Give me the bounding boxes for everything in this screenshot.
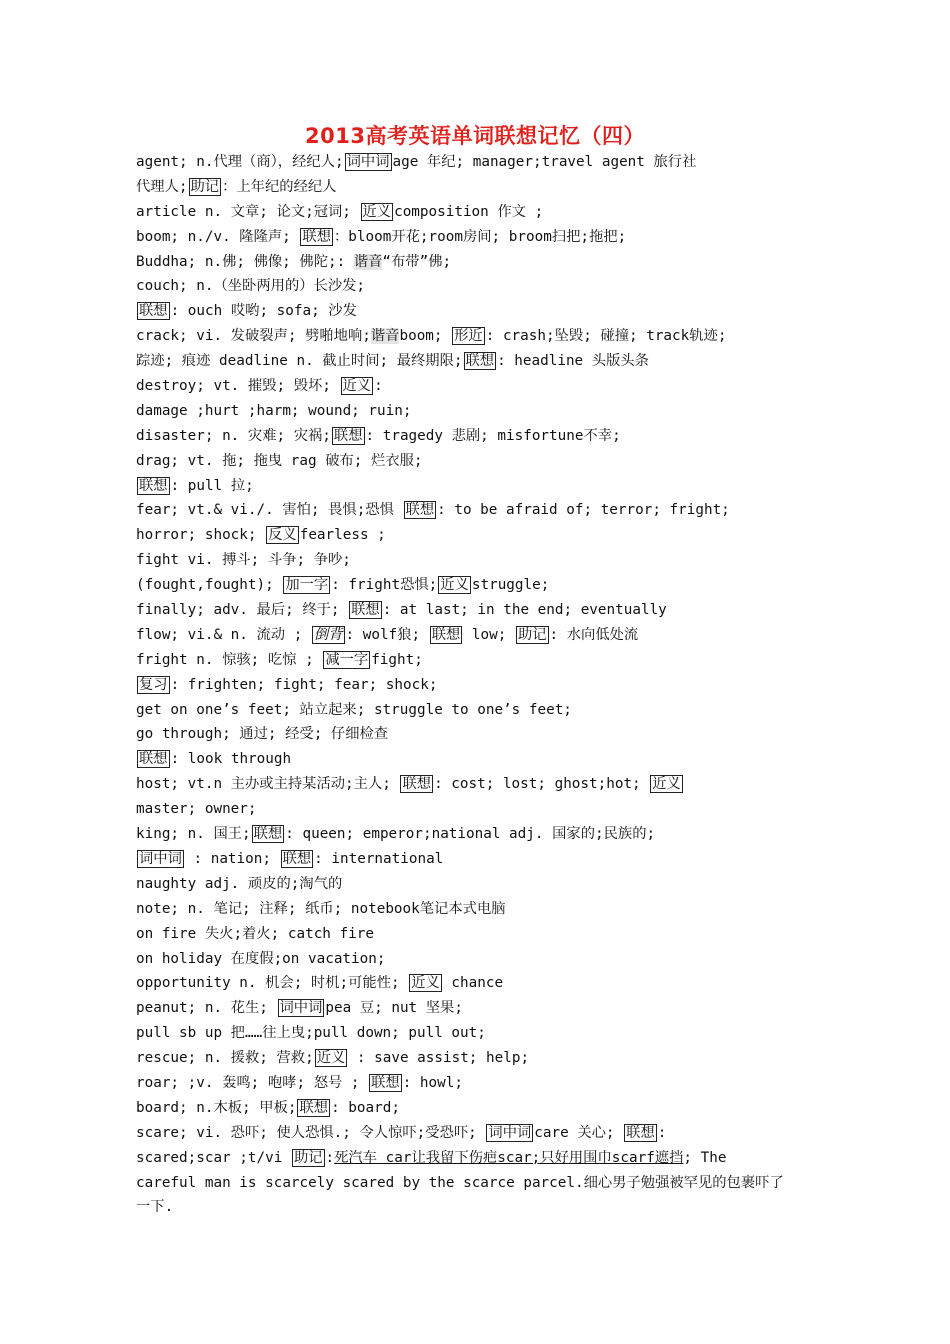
line-text: couch; n.（坐卧两用的）长沙发; bbox=[136, 278, 366, 295]
boxed-tag: 联想 bbox=[333, 427, 363, 444]
text-line bbox=[136, 250, 818, 275]
line-text: : headline 头版头条 bbox=[497, 353, 649, 370]
boxed-tag: 近义 bbox=[342, 378, 372, 395]
line-text: master; owner; bbox=[136, 801, 257, 818]
line-text: : crash;坠毁; 碰撞; track轨迹; bbox=[485, 328, 727, 345]
line-text: : nation; bbox=[184, 850, 280, 867]
line-text: chance bbox=[442, 975, 504, 992]
boxed-tag: 反义 bbox=[268, 527, 297, 544]
text-line bbox=[136, 374, 818, 399]
line-text: host; vt.n 主办或主持某活动;主人; bbox=[136, 776, 400, 793]
text-line bbox=[136, 1146, 818, 1171]
text-line bbox=[136, 225, 818, 250]
text-line bbox=[136, 772, 818, 797]
line-text: scare; vi. 恐吓; 使人恐惧.; 令人惊吓;受恐吓; bbox=[136, 1124, 486, 1141]
text-line bbox=[136, 1171, 818, 1196]
boxed-tag: 近义 bbox=[316, 1050, 346, 1067]
line-text: damage ;hurt ;harm; wound; ruin; bbox=[136, 402, 412, 419]
boxed-tag: 联想 bbox=[371, 1074, 400, 1091]
line-text: boom; bbox=[399, 328, 452, 345]
line-text: boom; n./v. 隆隆声; bbox=[136, 228, 300, 245]
text-line bbox=[136, 648, 818, 673]
text-line bbox=[136, 922, 818, 947]
line-text: : ouch 哎哟; sofa; 沙发 bbox=[170, 303, 357, 320]
text-line bbox=[136, 847, 818, 872]
text-line bbox=[136, 747, 818, 772]
line-text: fight; bbox=[371, 651, 423, 668]
line-text: horror; shock; bbox=[136, 527, 266, 544]
text-line bbox=[136, 623, 818, 648]
line-text: : to be afraid of; terror; fright; bbox=[437, 502, 730, 519]
line-text: roar; ;v. 轰鸣; 咆哮; 怒号 ; bbox=[136, 1074, 369, 1091]
text-line bbox=[136, 1021, 818, 1046]
line-text: article n. 文章; 论文;冠词; bbox=[136, 203, 360, 220]
text-line bbox=[136, 548, 818, 573]
line-text: 代理人; bbox=[136, 178, 188, 195]
text-line bbox=[136, 698, 818, 723]
line-text: drag; vt. 拖; 拖曳 rag 破布; 烂衣服; bbox=[136, 452, 423, 469]
line-text: careful man is scarcely scared by the scarce parcel.细心男子勉强被罕见的包裹吓了 bbox=[136, 1174, 784, 1191]
line-text: note; n. 笔记; 注释; 纸币; notebook笔记本式电脑 bbox=[136, 900, 506, 917]
boxed-tag: 联想 bbox=[139, 477, 168, 494]
text-line bbox=[136, 1195, 818, 1220]
line-text: fear; vt.& vi./. 害怕; 畏惧;恐惧 bbox=[136, 502, 403, 519]
text-line bbox=[136, 150, 818, 175]
boxed-tag: 助记 bbox=[517, 626, 547, 643]
line-text: : save assist; help; bbox=[348, 1050, 530, 1067]
boxed-tag: 复习 bbox=[139, 676, 168, 693]
text-line bbox=[136, 349, 818, 374]
line-text: : board; bbox=[331, 1099, 400, 1116]
text-line bbox=[136, 897, 818, 922]
text-line bbox=[136, 523, 818, 548]
text-line bbox=[136, 947, 818, 972]
line-text: opportunity n. 机会; 时机;可能性; bbox=[136, 975, 409, 992]
highlighted-tag: 谐音 bbox=[370, 328, 400, 345]
text-line bbox=[136, 822, 818, 847]
line-text: board; n.木板; 甲板; bbox=[136, 1099, 297, 1116]
text-line bbox=[136, 797, 818, 822]
line-text: naughty adj. 顽皮的;淘气的 bbox=[136, 875, 343, 892]
line-text: flow; vi.& n. 流动 ; bbox=[136, 626, 311, 643]
text-line bbox=[136, 996, 818, 1021]
line-text: : howl; bbox=[402, 1074, 463, 1091]
boxed-tag: 加一字 bbox=[285, 577, 329, 594]
document-body bbox=[136, 150, 818, 1220]
boxed-tag: 助记 bbox=[293, 1149, 323, 1166]
line-text: rescue; n. 援救; 营救; bbox=[136, 1050, 314, 1067]
line-text: peanut; n. 花生; bbox=[136, 1000, 277, 1017]
line-text: 踪迹; 痕迹 deadline n. 截止时间; 最终期限; bbox=[136, 353, 463, 370]
boxed-tag: 联想 bbox=[431, 626, 461, 643]
text-line bbox=[136, 498, 818, 523]
boxed-tag: 词中词 bbox=[139, 850, 182, 867]
underlined-text: 死汽车 car让我留下伤疤scar;只好用围巾scarf遮挡 bbox=[334, 1149, 684, 1166]
line-text: get on one’s feet; 站立起来; struggle to one’s feet; bbox=[136, 701, 572, 718]
line-text: fearless ; bbox=[299, 527, 386, 544]
line-text: ：上年纪的经纪人 bbox=[222, 178, 337, 195]
boxed-tag: 助记 bbox=[190, 178, 220, 195]
line-text: finally; adv. 最后; 终于; bbox=[136, 602, 349, 619]
line-text: disaster; n. 灾难; 灾祸; bbox=[136, 427, 331, 444]
boxed-tag: 词中词 bbox=[488, 1124, 532, 1141]
text-line bbox=[136, 424, 818, 449]
boxed-tag: 联想 bbox=[302, 228, 331, 245]
line-text: pea 豆; nut 坚果; bbox=[325, 1000, 463, 1017]
line-text: king; n. 国王; bbox=[136, 826, 251, 843]
boxed-tag: 联想 bbox=[402, 776, 432, 793]
text-line bbox=[136, 299, 818, 324]
line-text: fight vi. 搏斗; 斗争; 争吵; bbox=[136, 552, 351, 569]
boxed-tag: 形近 bbox=[454, 328, 483, 345]
line-text: : look through bbox=[170, 751, 292, 768]
line-text: Buddha; n.佛; 佛像; 佛陀;: bbox=[136, 253, 354, 270]
line-text: care 关心; bbox=[534, 1124, 624, 1141]
line-text: go through; 通过; 经受; 仔细检查 bbox=[136, 726, 389, 743]
page-title: 2013高考英语单词联想记忆（四） bbox=[305, 124, 645, 148]
line-text: : at last; in the end; eventually bbox=[382, 602, 667, 619]
line-text: ; The bbox=[683, 1149, 727, 1166]
boxed-tag: 词中词 bbox=[279, 1000, 323, 1017]
line-text: on fire 失火;着火; catch fire bbox=[136, 925, 374, 942]
line-text: pull sb up 把……往上曳;pull down; pull out; bbox=[136, 1025, 486, 1042]
line-text: : tragedy 悲剧; misfortune不幸; bbox=[365, 427, 621, 444]
line-text: : wolf狼; bbox=[345, 626, 429, 643]
boxed-tag: 近义 bbox=[411, 975, 440, 992]
line-text: composition 作文 ; bbox=[394, 203, 544, 220]
text-line bbox=[136, 200, 818, 225]
line-text: on holiday 在度假;on vacation; bbox=[136, 950, 386, 967]
text-line bbox=[136, 1071, 818, 1096]
boxed-tag: 联想 bbox=[626, 1124, 655, 1141]
boxed-tag: 联想 bbox=[465, 353, 495, 370]
text-line bbox=[136, 673, 818, 698]
boxed-tag: 联想 bbox=[405, 502, 435, 519]
boxed-tag: 联想 bbox=[282, 850, 312, 867]
boxed-tag: 近义 bbox=[440, 577, 469, 594]
line-text: : bbox=[325, 1149, 335, 1166]
line-text: : bbox=[657, 1124, 667, 1141]
text-line bbox=[136, 1046, 818, 1071]
line-text: : frighten; fight; fear; shock; bbox=[170, 676, 438, 693]
boxed-tag: 联想 bbox=[351, 602, 380, 619]
text-line bbox=[136, 324, 818, 349]
line-text: : international bbox=[314, 850, 444, 867]
text-line bbox=[136, 722, 818, 747]
line-text: low; bbox=[463, 626, 515, 643]
line-text: : fright恐惧; bbox=[331, 577, 438, 594]
text-line bbox=[136, 598, 818, 623]
boxed-tag: 减一字 bbox=[325, 651, 369, 668]
text-line bbox=[136, 474, 818, 499]
line-text: ：bloom开花;room房间; broom扫把;拖把; bbox=[334, 228, 627, 245]
text-line bbox=[136, 274, 818, 299]
text-line bbox=[136, 449, 818, 474]
text-line bbox=[136, 399, 818, 424]
text-line bbox=[136, 1096, 818, 1121]
line-text: age 年纪; manager;travel agent 旅行社 bbox=[392, 154, 697, 170]
text-line bbox=[136, 971, 818, 996]
boxed-tag: 近义 bbox=[362, 203, 392, 220]
text-line bbox=[136, 175, 818, 200]
line-text: : 水向低处流 bbox=[549, 626, 639, 643]
line-text: 一下. bbox=[136, 1199, 174, 1216]
line-text: : bbox=[374, 378, 383, 395]
boxed-tag: 倒背 bbox=[313, 626, 343, 643]
text-line bbox=[136, 1121, 818, 1146]
line-text: crack; vi. 发破裂声; 劈啪地响; bbox=[136, 328, 371, 345]
boxed-tag: 联想 bbox=[139, 751, 168, 768]
line-text: (fought,fought); bbox=[136, 577, 283, 594]
line-text: scared;scar ;t/vi bbox=[136, 1149, 291, 1166]
highlighted-tag: 谐音 bbox=[353, 253, 383, 270]
line-text: “布带”佛; bbox=[382, 253, 452, 270]
boxed-tag: 词中词 bbox=[346, 154, 390, 170]
line-text: fright n. 惊骇; 吃惊 ; bbox=[136, 651, 323, 668]
line-text: destroy; vt. 摧毁; 毁坏; bbox=[136, 378, 340, 395]
boxed-tag: 联想 bbox=[139, 303, 168, 320]
line-text: struggle; bbox=[471, 577, 550, 594]
line-text: : pull 拉; bbox=[170, 477, 254, 494]
text-line bbox=[136, 573, 818, 598]
boxed-tag: 联想 bbox=[253, 826, 283, 843]
line-text: : queen; emperor;national adj. 国家的;民族的; bbox=[285, 826, 656, 843]
boxed-tag: 近义 bbox=[652, 776, 681, 793]
line-text: : cost; lost; ghost;hot; bbox=[434, 776, 650, 793]
text-line bbox=[136, 872, 818, 897]
line-text: agent; n.代理（商），经纪人; bbox=[136, 154, 344, 170]
boxed-tag: 联想 bbox=[299, 1099, 329, 1116]
